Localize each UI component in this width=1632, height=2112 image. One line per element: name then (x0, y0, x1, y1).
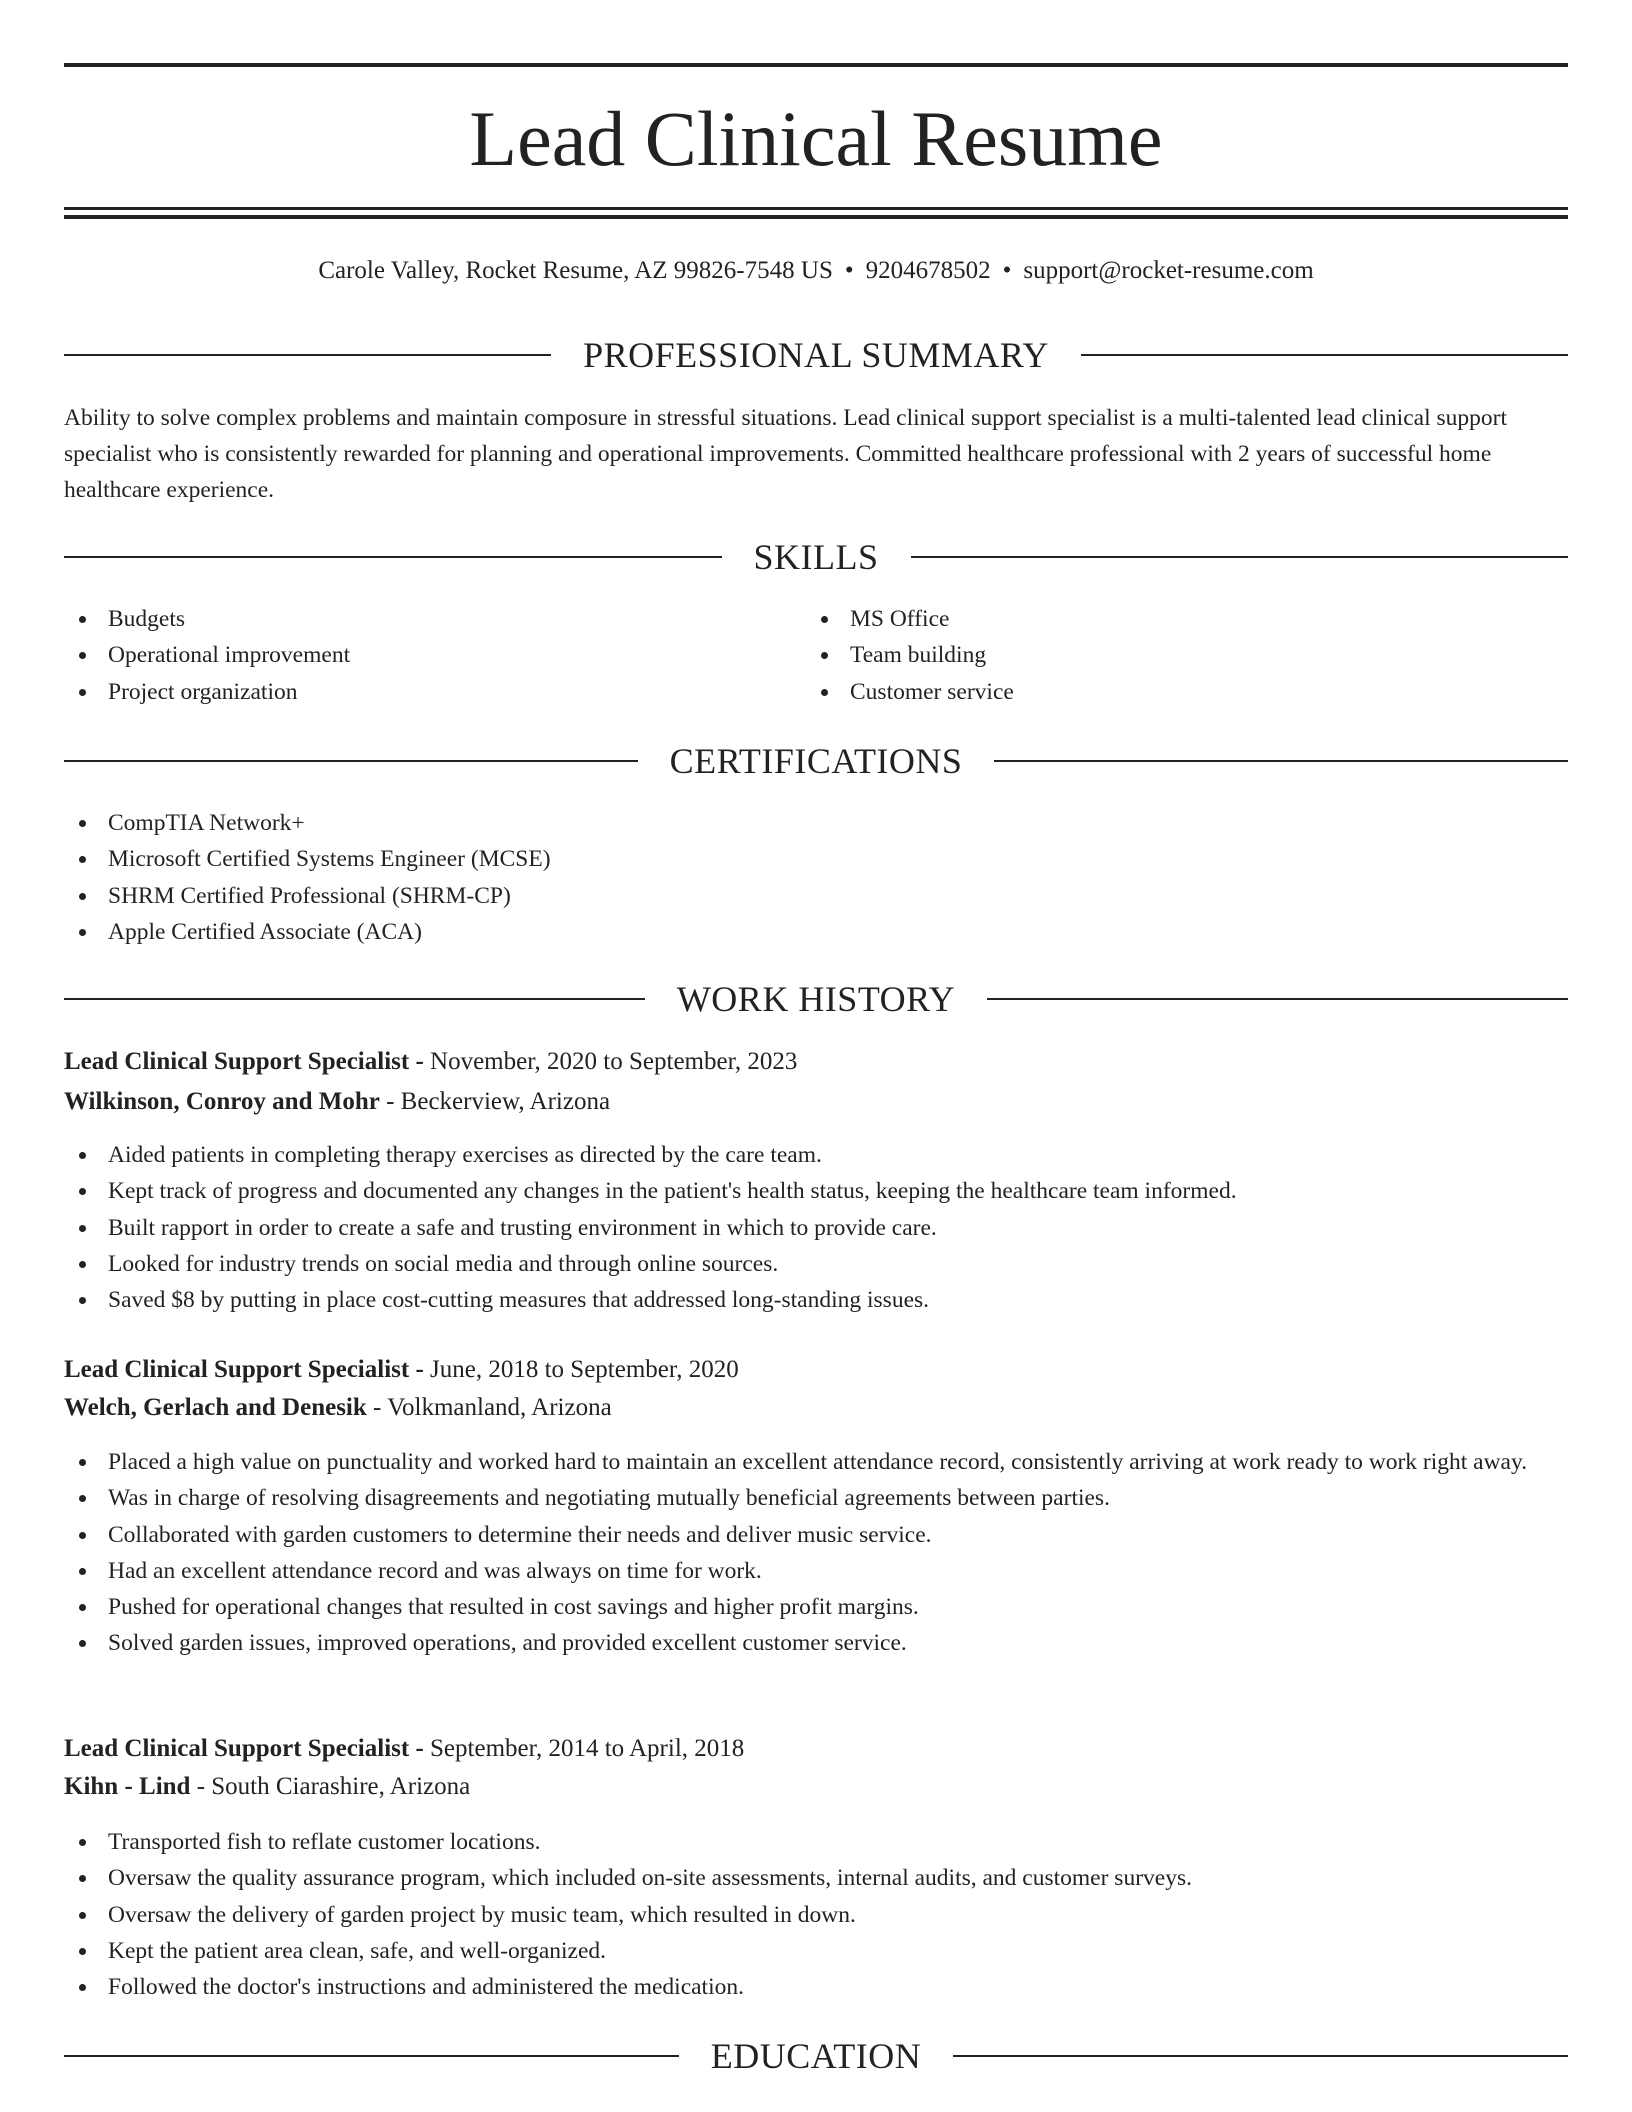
job-bullets (64, 1824, 1568, 2005)
job-title: Lead Clinical Support Specialist (64, 1356, 410, 1383)
job-title-line (64, 1044, 1568, 1080)
dash: - (373, 1394, 382, 1421)
list-item: Was in charge of resolving disagreements and negotiating mutually beneficial agreements between parties. (64, 1480, 1568, 1516)
list-item: Built rapport in order to create a safe and trusting environment in which to provide care. (64, 1210, 1568, 1246)
job-location: Beckerview, Arizona (400, 1088, 611, 1115)
list-item: Team building (806, 637, 1546, 673)
job-company-line (64, 1769, 1568, 1805)
divider-line (64, 2055, 679, 2057)
contact-separator: • (1002, 257, 1012, 284)
section-heading-work-history (64, 977, 1568, 1021)
job-company: Welch, Gerlach and Denesik (64, 1394, 367, 1421)
list-item: Customer service (806, 674, 1546, 710)
skills-list-right (806, 601, 1546, 710)
title-underline-rule-second (64, 215, 1568, 219)
divider-line (953, 2055, 1568, 2057)
job-title: Lead Clinical Support Specialist (64, 1048, 410, 1075)
list-item: Collaborated with garden customers to determine their needs and deliver music service. (64, 1517, 1568, 1553)
job-bullets (64, 1444, 1568, 1662)
job-location: South Ciarashire, Arizona (211, 1773, 471, 1800)
section-heading-education (64, 2034, 1568, 2078)
skills-list-left (64, 601, 804, 710)
list-item: Apple Certified Associate (ACA) (64, 914, 1568, 950)
resume-title: Lead Clinical Resume (469, 95, 1163, 182)
contact-separator: • (844, 257, 854, 284)
list-item: Oversaw the quality assurance program, which included on-site assessments, internal audits, and customer surveys. (64, 1860, 1568, 1896)
dash: - (386, 1088, 395, 1115)
contact-address: Carole Valley, Rocket Resume, AZ 99826-7548 US (318, 257, 833, 284)
list-item: Kept the patient area clean, safe, and well-organized. (64, 1933, 1568, 1969)
divider-line (64, 354, 551, 356)
certifications-list (64, 805, 1568, 950)
list-item: Had an excellent attendance record and was always on time for work. (64, 1553, 1568, 1589)
section-title: EDUCATION (710, 2036, 922, 2076)
list-item: CompTIA Network+ (64, 805, 1568, 841)
list-item: Kept track of progress and documented any changes in the patient's health status, keeping the healthcare team informed. (64, 1173, 1568, 1209)
list-item: Saved $8 by putting in place cost-cutting measures that addressed long-standing issues. (64, 1282, 1568, 1318)
contact-email: support@rocket-resume.com (1023, 257, 1314, 284)
section-title: CERTIFICATIONS (669, 741, 963, 781)
divider-line (994, 760, 1568, 762)
top-rule (64, 63, 1568, 67)
section-title: SKILLS (753, 537, 879, 577)
list-item: Transported fish to reflate customer locations. (64, 1824, 1568, 1860)
job-location: Volkmanland, Arizona (387, 1394, 612, 1421)
list-item: MS Office (806, 601, 1546, 637)
section-heading-skills (64, 535, 1568, 579)
dash: - (196, 1773, 206, 1800)
list-item: Pushed for operational changes that resulted in cost savings and higher profit margins. (64, 1589, 1568, 1625)
list-item: Solved garden issues, improved operations, and provided excellent customer service. (64, 1625, 1568, 1661)
section-heading-certifications (64, 739, 1568, 783)
job-title-line (64, 1352, 1568, 1388)
divider-line (64, 760, 638, 762)
dash: - (415, 1735, 424, 1762)
list-item: SHRM Certified Professional (SHRM-CP) (64, 878, 1568, 914)
list-item: Placed a high value on punctuality and worked hard to maintain an excellent attendance record, consistently arriving at work ready to work right away. (64, 1444, 1568, 1480)
list-item: Looked for industry trends on social media and through online sources. (64, 1246, 1568, 1282)
job-title-line (64, 1731, 1568, 1767)
list-item: Project organization (64, 674, 804, 710)
section-heading-summary (64, 333, 1568, 377)
job-dates: September, 2014 to April, 2018 (430, 1735, 745, 1762)
summary-paragraph: Ability to solve complex problems and maintain composure in stressful situations. Lead clinical support specialist is a multi-talented lead clinical support specialist who is consistently rewarded for planning and operational improvements. Committed healthcare professional with 2 years of successful home healthcare experience. (64, 405, 1507, 503)
job-dates: November, 2020 to September, 2023 (430, 1048, 798, 1075)
job-company: Kihn - Lind (64, 1773, 191, 1800)
list-item: Microsoft Certified Systems Engineer (MCSE) (64, 841, 1568, 877)
contact-line (64, 253, 1568, 289)
list-item: Followed the doctor's instructions and administered the medication. (64, 1969, 1568, 2005)
divider-line (911, 556, 1569, 558)
job-bullets (64, 1137, 1568, 1318)
section-title: PROFESSIONAL SUMMARY (583, 335, 1049, 375)
list-item: Operational improvement (64, 637, 804, 673)
title-underline-rule (64, 207, 1568, 210)
list-item: Budgets (64, 601, 804, 637)
list-item: Oversaw the delivery of garden project by music team, which resulted in down. (64, 1897, 1568, 1933)
dash: - (415, 1048, 424, 1075)
list-item: Aided patients in completing therapy exercises as directed by the care team. (64, 1137, 1568, 1173)
divider-line (64, 998, 645, 1000)
job-company-line (64, 1390, 1568, 1426)
dash: - (415, 1356, 424, 1383)
job-company-line (64, 1084, 1568, 1120)
job-company: Wilkinson, Conroy and Mohr (64, 1088, 380, 1115)
divider-line (64, 556, 722, 558)
contact-phone: 9204678502 (865, 257, 991, 284)
job-title: Lead Clinical Support Specialist (64, 1735, 410, 1762)
divider-line (1081, 354, 1568, 356)
section-title: WORK HISTORY (676, 979, 956, 1019)
divider-line (987, 998, 1568, 1000)
job-dates: June, 2018 to September, 2020 (430, 1356, 739, 1383)
